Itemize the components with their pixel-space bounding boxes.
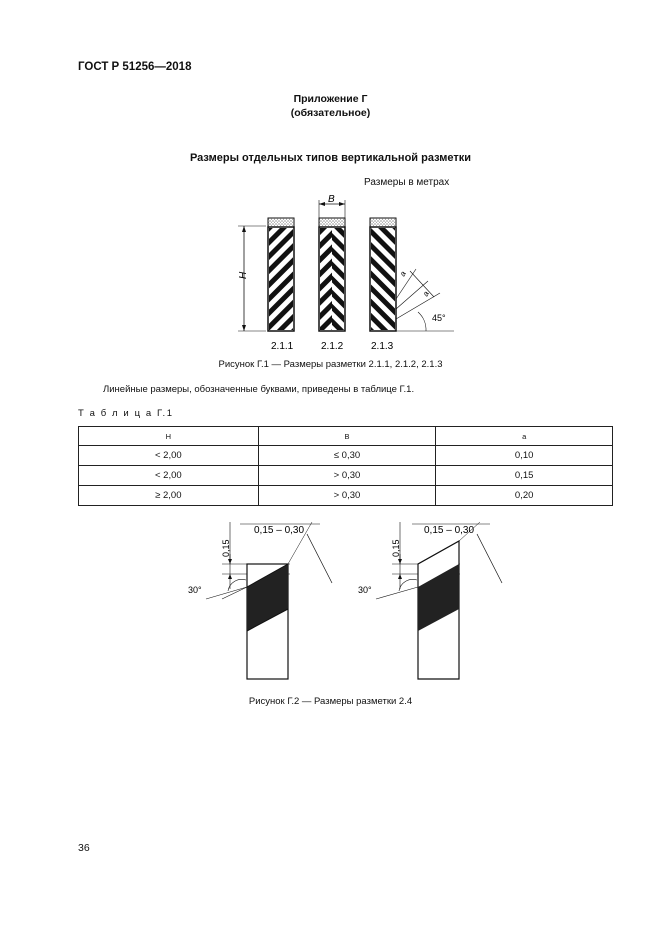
cell-a: 0,10 — [436, 446, 613, 466]
cell-h: < 2,00 — [79, 446, 259, 466]
document-header: ГОСТ Р 51256—2018 — [78, 61, 192, 73]
figure-vertical-markings — [230, 193, 460, 353]
fig2-right-angle: 30° — [358, 585, 372, 595]
label-a2: a — [420, 289, 431, 298]
cell-b: > 0,30 — [258, 466, 436, 486]
figure2-caption: Рисунок Г.2 — Размеры разметки 2.4 — [248, 696, 413, 707]
fig2-left-angle: 30° — [188, 585, 202, 595]
appendix-status: (обязательное) — [290, 107, 371, 119]
table-reference-text: Линейные размеры, обозначенные буквами, приведены в таблице Г.1. — [103, 384, 415, 395]
section-title: Размеры отдельных типов вертикальной разметки — [189, 152, 472, 164]
marking-2-1-3 — [370, 218, 454, 331]
dimensions-table — [78, 426, 613, 506]
table-row — [79, 466, 613, 486]
marking-2-4-left — [188, 522, 332, 679]
cell-a: 0,15 — [436, 466, 613, 486]
fig2-right-width: 0,15 – 0,30 — [424, 525, 475, 536]
cell-h: ≥ 2,00 — [79, 486, 259, 506]
appendix-title: Приложение Г — [293, 93, 368, 105]
page-number: 36 — [78, 842, 90, 854]
table-title: Т а б л и ц а Г.1 — [78, 408, 174, 419]
marking-label-2: 2.1.2 — [321, 341, 344, 352]
label-b: B — [328, 194, 335, 205]
figure1-caption: Рисунок Г.1 — Размеры разметки 2.1.1, 2.1.2, 2.1.3 — [218, 359, 443, 370]
marking-2-1-1 — [268, 218, 294, 331]
fig2-left-height: 0,15 — [221, 539, 231, 557]
marking-2-1-2 — [319, 194, 345, 331]
fig2-left-width: 0,15 – 0,30 — [254, 525, 305, 536]
units-note: Размеры в метрах — [364, 177, 450, 188]
cell-h: < 2,00 — [79, 466, 259, 486]
table-row — [79, 486, 613, 506]
cell-b: ≤ 0,30 — [258, 446, 436, 466]
cell-b: > 0,30 — [258, 486, 436, 506]
table-row — [79, 446, 613, 466]
cell-a: 0,20 — [436, 486, 613, 506]
figure-marking-2-4 — [180, 519, 510, 684]
column-header-h: H — [79, 427, 259, 446]
fig2-right-height: 0,15 — [391, 539, 401, 557]
appendix-heading — [0, 92, 661, 120]
label-h: H — [238, 271, 249, 279]
label-a1: a — [397, 269, 408, 278]
column-header-a: a — [436, 427, 613, 446]
marking-label-1: 2.1.1 — [271, 341, 294, 352]
marking-label-3: 2.1.3 — [371, 341, 394, 352]
label-angle: 45° — [432, 313, 446, 323]
column-header-b: B — [258, 427, 436, 446]
table-header-row — [79, 427, 613, 446]
marking-2-4-right — [358, 522, 502, 679]
